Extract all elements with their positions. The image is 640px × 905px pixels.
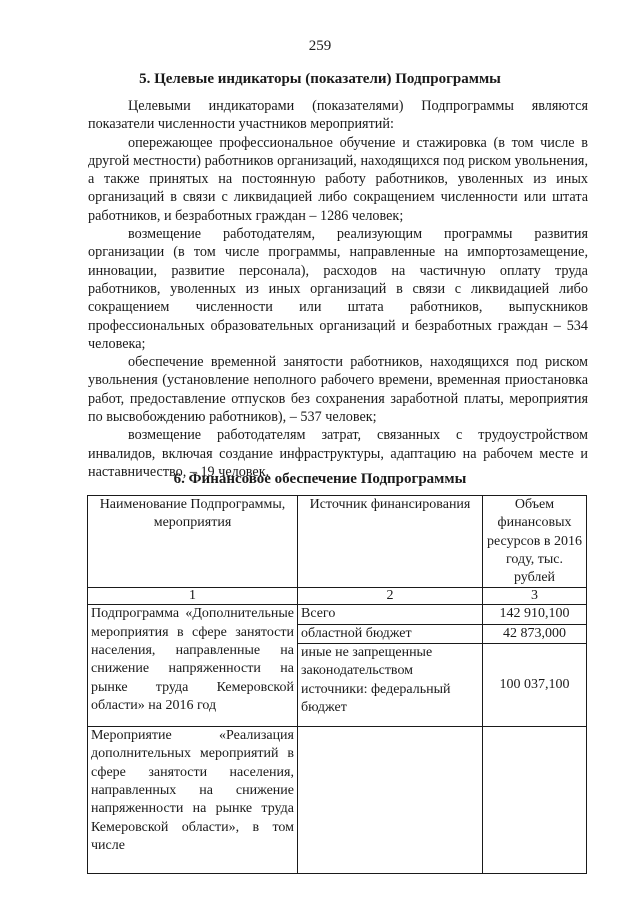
- subprogram-name: Подпрограмма «Дополнительные мероприятия в сфере занятости населения, направленные на снижение напряженности на рынке труда Кемеровской области» на 2016 год: [88, 605, 298, 727]
- column-number: 3: [483, 588, 587, 605]
- header-name: Наименование Подпрограммы, мероприятия: [88, 496, 298, 588]
- header-source: Источник финансирования: [298, 496, 483, 588]
- measure-name: Мероприятие «Реализация дополнительных мероприятий в сфере занятости населения, направленных на снижение напряженности на рынке труда Кемеровской области», в том числе: [88, 727, 298, 874]
- source-cell: [298, 727, 483, 874]
- source-cell: иные не запрещенные законодательством источники: федеральный бюджет: [298, 644, 483, 727]
- amount-cell: 42 873,000: [483, 624, 587, 643]
- page-number: 259: [308, 38, 332, 54]
- indicator-item: возмещение работодателям, реализующим программы развития организации (в том числе программы, направленные на импортозамещение, инновации, развитие персонала), расходов на частичную оплату труда работников, уволенных из иных организаций в связи с ликвидацией либо сокращением численности или штата работников, выпускников профессиональных образовательных организаций и безработных граждан – 534 человека;: [88, 226, 588, 352]
- table-row: [88, 727, 587, 874]
- column-number: 2: [298, 588, 483, 605]
- header-amount: Объем финансовых ресурсов в 2016 году, тыс. рублей: [483, 496, 587, 588]
- section-5-heading: 5. Целевые индикаторы (показатели) Подпрограммы: [139, 71, 501, 87]
- financing-table: [87, 495, 587, 874]
- indicator-item: опережающее профессиональное обучение и стажировка (в том числе в другой местности) работников организаций, находящихся под риском увольнения, а также принятых на постоянную работу работников, уволенных из иных организаций в связи с ликвидацией либо сокращением численности или штата работников, и безработных граждан – 1286 человек;: [88, 134, 588, 224]
- column-number: 1: [88, 588, 298, 605]
- section-6-heading: 6. Финансовое обеспечение Подпрограммы: [173, 471, 467, 487]
- table-row: [88, 605, 587, 624]
- amount-cell: 100 037,100: [483, 644, 587, 727]
- indicator-item: обеспечение временной занятости работников, находящихся под риском увольнения (установление неполного рабочего времени, временная приостановка работ, предоставление отпусков без сохранения заработной платы, мероприятия по высвобождению работников), – 537 человек;: [88, 354, 588, 426]
- amount-cell: 142 910,100: [483, 605, 587, 624]
- amount-cell: [483, 727, 587, 874]
- column-number-row: [88, 588, 587, 605]
- source-cell: областной бюджет: [298, 624, 483, 643]
- source-cell: Всего: [298, 605, 483, 624]
- table-header-row: [88, 496, 587, 588]
- section-5-body: [88, 97, 588, 481]
- indicator-item: возмещение работодателям затрат, связанных с трудоустройством инвалидов, включая создание инфраструктуры, адаптацию на рабочем месте и наставничество, – 19 человек.: [88, 427, 588, 480]
- section-5-intro: Целевыми индикаторами (показателями) Подпрограммы являются показатели численности участников мероприятий:: [88, 98, 588, 133]
